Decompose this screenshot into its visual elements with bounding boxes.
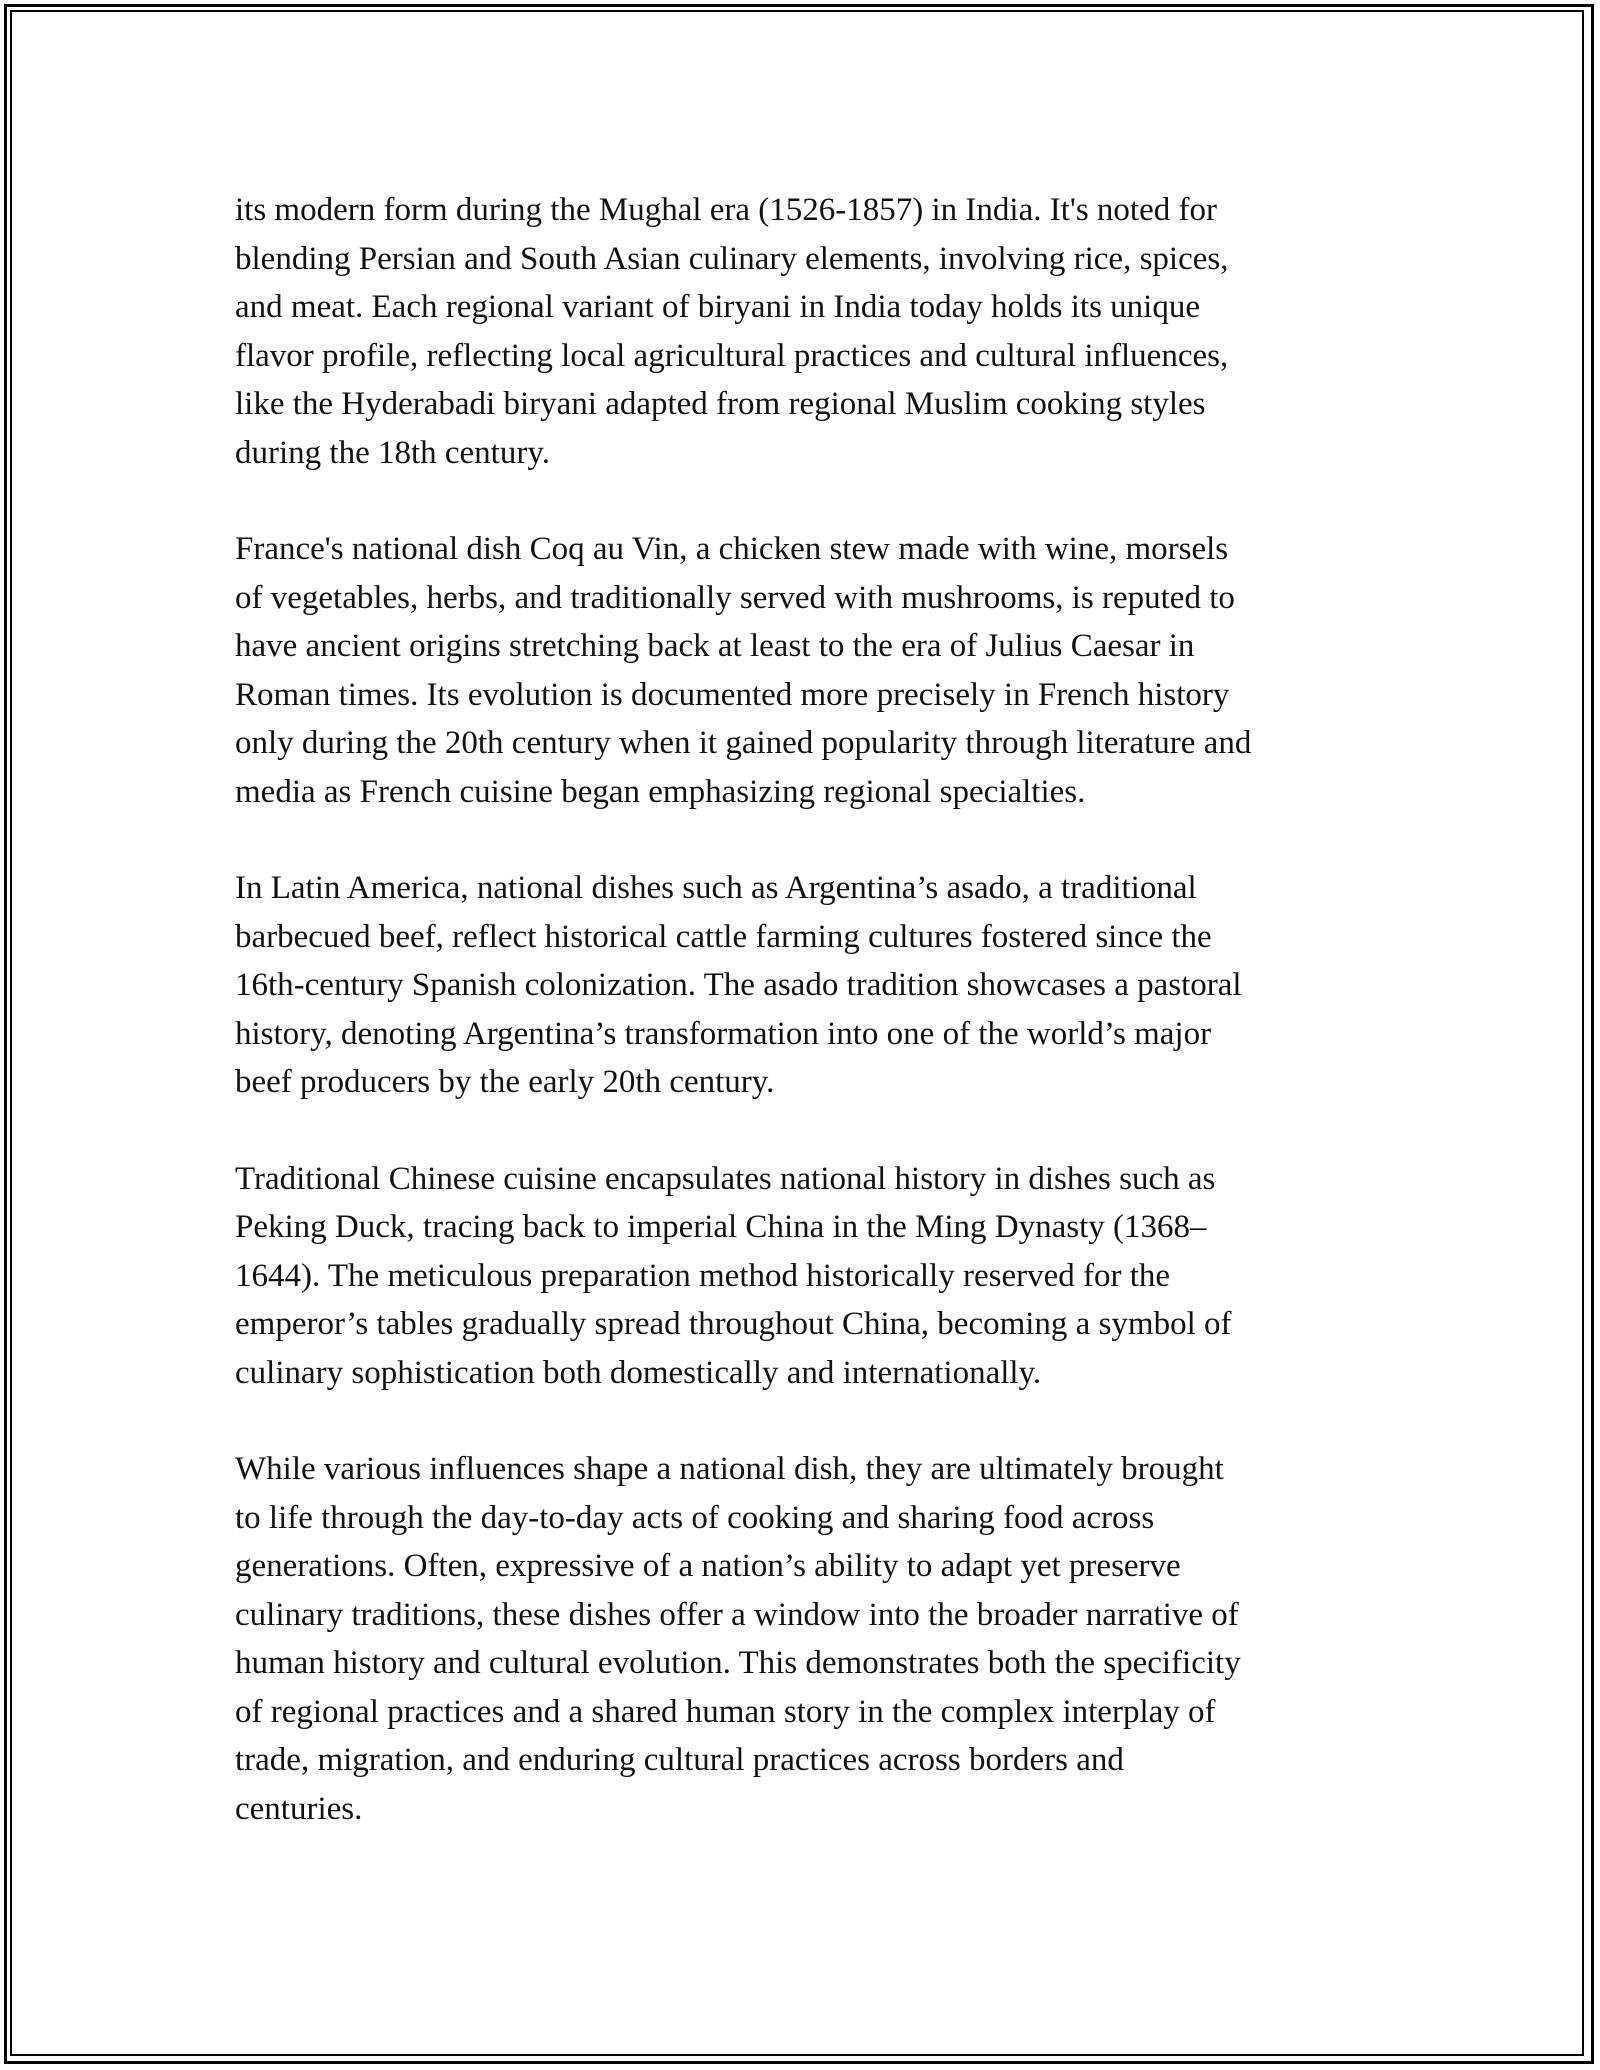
text-line: and meat. Each regional variant of biryani in India today holds its unique — [235, 289, 1200, 325]
text-line: barbecued beef, reflect historical cattle farming cultures fostered since the — [235, 918, 1212, 955]
text-line: 16th-century Spanish colonization. The asado tradition showcases a pastoral — [235, 967, 1242, 1003]
text-line: flavor profile, reflecting local agricultural practices and cultural influences, — [235, 337, 1229, 374]
text-line: blending Persian and South Asian culinary elements, involving rice, spices, — [235, 240, 1229, 277]
text-line: France's national dish Coq au Vin, a chicken stew made with wine, morsels — [235, 531, 1229, 567]
text-line: Roman times. Its evolution is documented more precisely in French history — [235, 676, 1230, 713]
text-line: In Latin America, national dishes such as Argentina’s asado, a traditional — [235, 870, 1197, 906]
text-line: human history and cultural evolution. This demonstrates both the specificity — [235, 1645, 1241, 1681]
paragraph-asado — [235, 864, 1375, 1107]
text-line: during the 18th century. — [235, 434, 550, 471]
text-line: its modern form during the Mughal era (1526-1857) in India. It's noted for — [235, 192, 1217, 228]
text-line: beef producers by the early 20th century. — [235, 1064, 775, 1100]
document-body — [235, 186, 1375, 1833]
text-line: have ancient origins stretching back at least to the era of Julius Caesar in — [235, 628, 1195, 664]
text-line: only during the 20th century when it gained popularity through literature and — [235, 725, 1252, 761]
text-line: of vegetables, herbs, and traditionally served with mushrooms, is reputed to — [235, 579, 1235, 616]
text-line: generations. Often, expressive of a nation’s ability to adapt yet preserve — [235, 1548, 1181, 1584]
paragraph-conclusion — [235, 1445, 1375, 1833]
text-line: to life through the day-to-day acts of cooking and sharing food across — [235, 1499, 1155, 1536]
text-line: 1644). The meticulous preparation method historically reserved for the — [235, 1257, 1171, 1294]
paragraph-peking-duck — [235, 1155, 1375, 1398]
paragraph-biryani — [235, 186, 1375, 477]
text-line: media as French cuisine began emphasizing regional specialties. — [235, 773, 1086, 810]
paragraph-coq-au-vin — [235, 525, 1375, 816]
text-line: trade, migration, and enduring cultural practices across borders and — [235, 1742, 1124, 1778]
text-line: culinary sophistication both domestically and internationally. — [235, 1354, 1042, 1391]
text-line: Peking Duck, tracing back to imperial China in the Ming Dynasty (1368– — [235, 1209, 1207, 1245]
text-line: of regional practices and a shared human story in the complex interplay of — [235, 1693, 1216, 1730]
text-line: history, denoting Argentina’s transformation into one of the world’s major — [235, 1015, 1212, 1052]
text-line: emperor’s tables gradually spread throughout China, becoming a symbol of — [235, 1306, 1232, 1342]
text-line: Traditional Chinese cuisine encapsulates national history in dishes such as — [235, 1160, 1216, 1197]
text-line: centuries. — [235, 1790, 363, 1827]
text-line: While various influences shape a national dish, they are ultimately brought — [235, 1451, 1224, 1487]
text-line: culinary traditions, these dishes offer a window into the broader narrative of — [235, 1596, 1239, 1633]
text-line: like the Hyderabadi biryani adapted from regional Muslim cooking styles — [235, 386, 1206, 422]
